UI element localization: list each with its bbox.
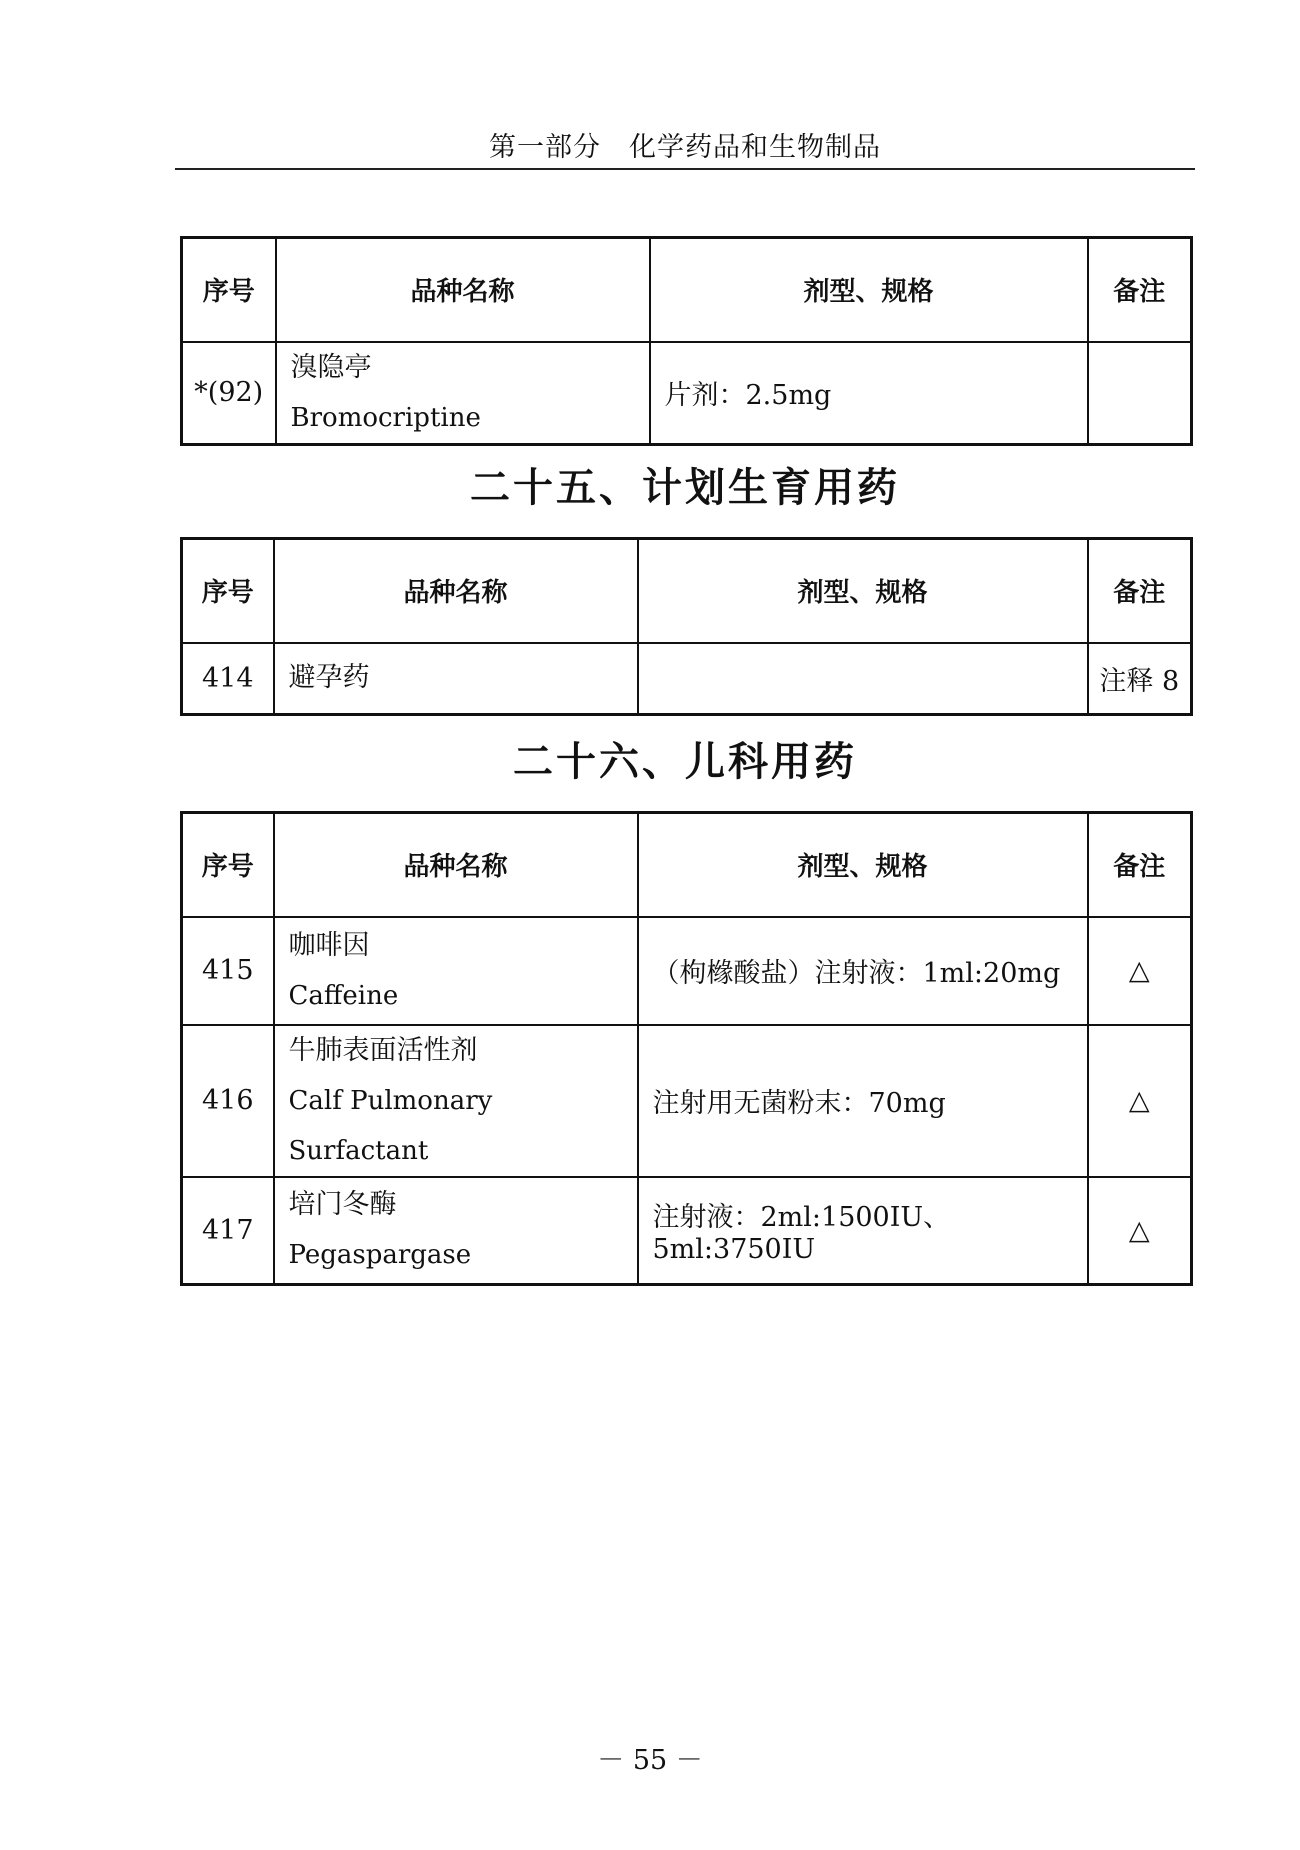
row-note: △	[1088, 1177, 1192, 1285]
table-row	[182, 1177, 1192, 1285]
page-header-title: 第一部分 化学药品和生物制品	[489, 132, 881, 163]
page-number: － 55 －	[597, 1745, 703, 1776]
drug-table-continued	[180, 236, 1193, 446]
table-row	[182, 917, 1192, 1025]
header-spec: 剂型、规格	[638, 539, 1088, 643]
table-header-row	[182, 539, 1192, 643]
row-seq: 416	[182, 1025, 274, 1177]
header-name: 品种名称	[274, 539, 638, 643]
row-name-en: Calf Pulmonary Surfactant	[288, 1085, 493, 1166]
row-name-cn: 培门冬酶	[288, 1189, 397, 1221]
row-name	[276, 342, 650, 445]
header-note: 备注	[1088, 238, 1192, 342]
header-note: 备注	[1088, 813, 1192, 917]
row-name-cn: 牛肺表面活性剂	[288, 1034, 478, 1066]
section-title-pediatrics: 二十六、儿科用药	[513, 739, 857, 785]
header-name: 品种名称	[276, 238, 650, 342]
row-name-cn: 咖啡因	[288, 929, 370, 961]
row-name-en: Caffeine	[288, 980, 399, 1011]
row-seq: *(92)	[182, 342, 276, 445]
row-note: △	[1088, 1025, 1192, 1177]
table-row	[182, 342, 1192, 445]
section-title-family-planning: 二十五、计划生育用药	[470, 465, 900, 511]
table-header-row	[182, 238, 1192, 342]
row-note: △	[1088, 917, 1192, 1025]
row-spec	[638, 643, 1088, 715]
row-name-en: Pegaspargase	[288, 1240, 472, 1271]
row-name	[274, 1177, 638, 1285]
header-name: 品种名称	[274, 813, 638, 917]
header-spec: 剂型、规格	[650, 238, 1088, 342]
row-note	[1088, 342, 1192, 445]
row-seq: 417	[182, 1177, 274, 1285]
drug-table-family-planning	[180, 537, 1193, 716]
row-spec: （枸橼酸盐）注射液：1ml:20mg	[638, 917, 1088, 1025]
row-name-en: Bromocriptine	[290, 402, 481, 433]
row-spec: 注射液：2ml:1500IU、5ml:3750IU	[638, 1177, 1088, 1285]
row-name-cn: 溴隐亭	[290, 351, 372, 383]
row-name-cn: 避孕药	[288, 662, 370, 694]
row-name	[274, 1025, 638, 1177]
table-row	[182, 643, 1192, 715]
header-note: 备注	[1088, 539, 1192, 643]
row-name	[274, 917, 638, 1025]
row-name	[274, 643, 638, 715]
table-row	[182, 1025, 1192, 1177]
header-spec: 剂型、规格	[638, 813, 1088, 917]
row-spec: 片剂：2.5mg	[650, 342, 1088, 445]
row-seq: 415	[182, 917, 274, 1025]
drug-table-pediatrics	[180, 811, 1193, 1286]
header-seq: 序号	[182, 813, 274, 917]
row-seq: 414	[182, 643, 274, 715]
page-header	[175, 125, 1195, 170]
table-header-row	[182, 813, 1192, 917]
header-seq: 序号	[182, 539, 274, 643]
row-note: 注释 8	[1088, 643, 1192, 715]
row-spec: 注射用无菌粉末：70mg	[638, 1025, 1088, 1177]
header-seq: 序号	[182, 238, 276, 342]
